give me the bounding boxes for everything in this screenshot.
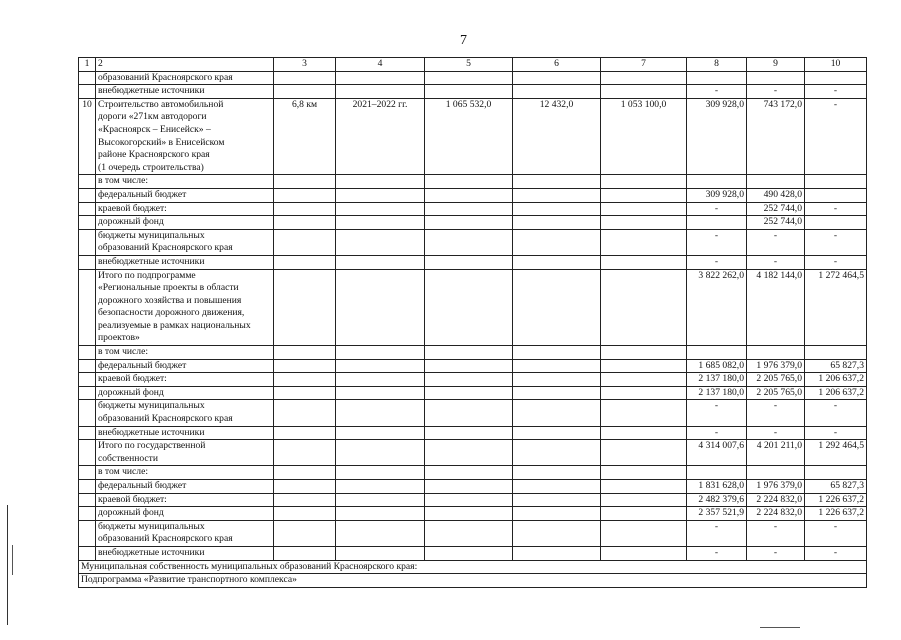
table-row [79,386,867,400]
spent-before-cell [513,400,601,426]
year-1-value-cell: - [687,426,747,440]
row-name-cell: внебюджетные источники [96,426,274,440]
year-1-value-cell: 2 357 521,9 [687,507,747,521]
table-row [79,400,867,426]
total-cost-cell [425,359,513,373]
spent-before-cell [513,493,601,507]
length-cell [274,255,336,269]
table-row [79,480,867,494]
period-cell [336,493,425,507]
year-1-value-cell [687,175,747,189]
page-number: 7 [460,33,467,48]
year-1-value-cell: 4 314 007,6 [687,440,747,466]
total-cost-cell [425,85,513,99]
row-name-cell: федеральный бюджет [96,480,274,494]
year-1-value-cell: 1 831 628,0 [687,480,747,494]
table-row [79,98,867,175]
length-cell [274,202,336,216]
spent-before-cell [513,466,601,480]
spent-before-cell [513,520,601,546]
remaining-cost-cell [601,426,687,440]
row-number-cell [79,359,96,373]
year-3-value-cell: - [805,426,867,440]
spent-before-cell: 12 432,0 [513,98,601,175]
table-row [79,426,867,440]
remaining-cost-cell [601,546,687,560]
header-cell-10: 10 [805,58,867,72]
length-cell [274,386,336,400]
year-2-value-cell: - [747,255,805,269]
remaining-cost-cell [601,386,687,400]
row-number-cell [79,269,96,346]
period-cell [336,188,425,202]
total-cost-cell [425,440,513,466]
year-3-value-cell: - [805,546,867,560]
spent-before-cell [513,71,601,85]
row-number-cell [79,520,96,546]
year-3-value-cell: 1 206 637,2 [805,386,867,400]
length-cell [274,520,336,546]
remaining-cost-cell [601,493,687,507]
length-cell [274,440,336,466]
length-cell [274,507,336,521]
year-1-value-cell [687,71,747,85]
year-3-value-cell: - [805,85,867,99]
table-row [79,507,867,521]
row-number-cell [79,386,96,400]
row-name-cell: в том числе: [96,175,274,189]
remaining-cost-cell [601,520,687,546]
year-2-value-cell: 252 744,0 [747,216,805,230]
year-1-value-cell: - [687,400,747,426]
year-1-value-cell: 2 482 379,6 [687,493,747,507]
row-number-cell [79,229,96,255]
row-number-cell [79,255,96,269]
length-cell [274,466,336,480]
table-row [79,85,867,99]
row-name-cell: в том числе: [96,346,274,360]
remaining-cost-cell [601,188,687,202]
header-cell-5: 5 [425,58,513,72]
table-row [79,466,867,480]
period-cell [336,466,425,480]
remaining-cost-cell [601,400,687,426]
row-number-cell [79,400,96,426]
year-3-value-cell: 1 272 464,5 [805,269,867,346]
period-cell: 2021–2022 гг. [336,98,425,175]
spent-before-cell [513,202,601,216]
total-cost-cell [425,480,513,494]
period-cell [336,426,425,440]
section-title-cell: Муниципальная собственность муниципальных образований Красноярского края: [79,560,867,574]
row-number-cell [79,466,96,480]
table-row [79,359,867,373]
table-row [79,216,867,230]
row-number-cell [79,493,96,507]
year-3-value-cell: 1 226 637,2 [805,493,867,507]
year-1-value-cell [687,466,747,480]
spent-before-cell [513,440,601,466]
year-2-value-cell [747,346,805,360]
remaining-cost-cell [601,255,687,269]
period-cell [336,202,425,216]
row-number-cell [79,480,96,494]
total-cost-cell [425,71,513,85]
row-name-cell: краевой бюджет: [96,373,274,387]
year-2-value-cell: 252 744,0 [747,202,805,216]
year-2-value-cell: 4 201 211,0 [747,440,805,466]
period-cell [336,229,425,255]
year-1-value-cell: 1 685 082,0 [687,359,747,373]
total-cost-cell [425,229,513,255]
total-cost-cell [425,507,513,521]
row-name-cell: дорожный фонд [96,386,274,400]
year-3-value-cell: - [805,229,867,255]
remaining-cost-cell [601,202,687,216]
year-2-value-cell [747,175,805,189]
length-cell [274,546,336,560]
period-cell [336,507,425,521]
period-cell [336,546,425,560]
total-cost-cell [425,255,513,269]
table-row [79,493,867,507]
year-3-value-cell: 65 827,3 [805,480,867,494]
table-row [79,202,867,216]
row-name-cell: краевой бюджет: [96,493,274,507]
row-name-cell: Итого по подпрограмме «Региональные проекты в области дорожного хозяйства и повышения безопасности дорожного движения, реализуемые в рамках национальных проектов» [96,269,274,346]
length-cell: 6,8 км [274,98,336,175]
year-3-value-cell: - [805,98,867,175]
row-name-cell: внебюджетные источники [96,85,274,99]
period-cell [336,373,425,387]
length-cell [274,188,336,202]
header-cell-1: 1 [79,58,96,72]
row-number-cell [79,202,96,216]
row-name-cell: бюджеты муниципальных образований Красноярского края [96,400,274,426]
total-cost-cell [425,202,513,216]
year-3-value-cell: - [805,202,867,216]
year-1-value-cell: 309 928,0 [687,98,747,175]
table-row [79,440,867,466]
year-1-value-cell: - [687,546,747,560]
header-cell-6: 6 [513,58,601,72]
table-row [79,229,867,255]
year-1-value-cell: 3 822 262,0 [687,269,747,346]
length-cell [274,400,336,426]
total-cost-cell [425,520,513,546]
spent-before-cell [513,359,601,373]
year-2-value-cell: 2 205 765,0 [747,386,805,400]
row-number-cell [79,426,96,440]
year-2-value-cell: 2 224 832,0 [747,507,805,521]
length-cell [274,175,336,189]
row-name-cell: образований Красноярского края [96,71,274,85]
row-number-cell [79,71,96,85]
spent-before-cell [513,373,601,387]
year-2-value-cell: 743 172,0 [747,98,805,175]
row-name-cell: внебюджетные источники [96,255,274,269]
period-cell [336,359,425,373]
row-name-cell: бюджеты муниципальных образований Красноярского края [96,229,274,255]
header-cell-4: 4 [336,58,425,72]
length-cell [274,229,336,255]
year-2-value-cell: 2 205 765,0 [747,373,805,387]
year-3-value-cell [805,71,867,85]
row-name-cell: федеральный бюджет [96,188,274,202]
period-cell [336,346,425,360]
year-3-value-cell: 65 827,3 [805,359,867,373]
remaining-cost-cell [601,507,687,521]
row-name-cell: бюджеты муниципальных образований Красноярского края [96,520,274,546]
length-cell [274,346,336,360]
remaining-cost-cell [601,440,687,466]
period-cell [336,255,425,269]
year-1-value-cell: - [687,229,747,255]
row-number-cell [79,546,96,560]
total-cost-cell [425,269,513,346]
header-cell-8: 8 [687,58,747,72]
year-3-value-cell: - [805,520,867,546]
year-2-value-cell [747,71,805,85]
row-name-cell: дорожный фонд [96,507,274,521]
spent-before-cell [513,175,601,189]
year-1-value-cell: - [687,85,747,99]
length-cell [274,216,336,230]
remaining-cost-cell: 1 053 100,0 [601,98,687,175]
year-1-value-cell: 2 137 180,0 [687,386,747,400]
row-number-cell [79,507,96,521]
length-cell [274,480,336,494]
year-2-value-cell: - [747,546,805,560]
budget-table [78,57,867,588]
scan-artifact-dash [760,627,800,628]
header-cell-2: 2 [96,58,274,72]
remaining-cost-cell [601,359,687,373]
header-cell-9: 9 [747,58,805,72]
year-2-value-cell: - [747,426,805,440]
year-2-value-cell: 2 224 832,0 [747,493,805,507]
year-2-value-cell [747,466,805,480]
row-number-cell [79,216,96,230]
remaining-cost-cell [601,216,687,230]
year-3-value-cell [805,216,867,230]
table-row [79,373,867,387]
length-cell [274,493,336,507]
remaining-cost-cell [601,269,687,346]
spent-before-cell [513,546,601,560]
header-cell-7: 7 [601,58,687,72]
year-1-value-cell: - [687,520,747,546]
period-cell [336,71,425,85]
year-2-value-cell: - [747,229,805,255]
section-title-cell: Подпрограмма «Развитие транспортного комплекса» [79,574,867,588]
year-3-value-cell: 1 226 637,2 [805,507,867,521]
year-1-value-cell [687,346,747,360]
year-3-value-cell: - [805,255,867,269]
remaining-cost-cell [601,480,687,494]
spent-before-cell [513,85,601,99]
row-name-cell: дорожный фонд [96,216,274,230]
year-2-value-cell: 1 976 379,0 [747,480,805,494]
section-row [79,560,867,574]
year-2-value-cell: 4 182 144,0 [747,269,805,346]
remaining-cost-cell [601,175,687,189]
total-cost-cell [425,346,513,360]
period-cell [336,85,425,99]
total-cost-cell [425,188,513,202]
period-cell [336,440,425,466]
table-row [79,269,867,346]
remaining-cost-cell [601,373,687,387]
table-row [79,546,867,560]
table-row [79,520,867,546]
table-row [79,175,867,189]
total-cost-cell [425,466,513,480]
year-2-value-cell: - [747,85,805,99]
row-number-cell [79,85,96,99]
year-2-value-cell: - [747,520,805,546]
spent-before-cell [513,507,601,521]
spent-before-cell [513,386,601,400]
scan-artifact-line [12,545,13,575]
year-2-value-cell: 490 428,0 [747,188,805,202]
year-3-value-cell: 1 292 464,5 [805,440,867,466]
row-name-cell: внебюджетные источники [96,546,274,560]
table-row [79,255,867,269]
row-number-cell [79,175,96,189]
row-name-cell: краевой бюджет: [96,202,274,216]
total-cost-cell [425,175,513,189]
row-number-cell [79,346,96,360]
spent-before-cell [513,188,601,202]
total-cost-cell [425,546,513,560]
row-number-cell: 10 [79,98,96,175]
remaining-cost-cell [601,466,687,480]
period-cell [336,480,425,494]
length-cell [274,269,336,346]
total-cost-cell: 1 065 532,0 [425,98,513,175]
section-row [79,574,867,588]
total-cost-cell [425,493,513,507]
total-cost-cell [425,373,513,387]
spent-before-cell [513,480,601,494]
row-number-cell [79,373,96,387]
total-cost-cell [425,400,513,426]
length-cell [274,85,336,99]
table-row [79,346,867,360]
period-cell [336,216,425,230]
total-cost-cell [425,426,513,440]
spent-before-cell [513,255,601,269]
spent-before-cell [513,346,601,360]
year-2-value-cell: - [747,400,805,426]
table-row [79,188,867,202]
row-name-cell: в том числе: [96,466,274,480]
row-number-cell [79,188,96,202]
row-name-cell: федеральный бюджет [96,359,274,373]
year-3-value-cell [805,466,867,480]
spent-before-cell [513,269,601,346]
header-row [79,58,867,72]
remaining-cost-cell [601,85,687,99]
row-name-cell: Строительство автомобильной дороги «271км автодороги «Красноярск – Енисейск» – Высокогорский» в Енисейском районе Красноярского края (1 очередь строительства) [96,98,274,175]
spent-before-cell [513,216,601,230]
year-1-value-cell: 309 928,0 [687,188,747,202]
year-1-value-cell: 2 137 180,0 [687,373,747,387]
year-3-value-cell [805,346,867,360]
year-2-value-cell: 1 976 379,0 [747,359,805,373]
period-cell [336,400,425,426]
year-1-value-cell [687,216,747,230]
spent-before-cell [513,229,601,255]
remaining-cost-cell [601,346,687,360]
year-3-value-cell: 1 206 637,2 [805,373,867,387]
length-cell [274,426,336,440]
scan-artifact-line [7,505,8,625]
period-cell [336,269,425,346]
remaining-cost-cell [601,229,687,255]
row-name-cell: Итого по государственной собственности [96,440,274,466]
period-cell [336,520,425,546]
year-3-value-cell [805,175,867,189]
year-3-value-cell [805,188,867,202]
length-cell [274,373,336,387]
total-cost-cell [425,216,513,230]
row-number-cell [79,440,96,466]
total-cost-cell [425,386,513,400]
year-3-value-cell: - [805,400,867,426]
year-1-value-cell: - [687,255,747,269]
period-cell [336,386,425,400]
table-row [79,71,867,85]
length-cell [274,71,336,85]
header-cell-3: 3 [274,58,336,72]
period-cell [336,175,425,189]
year-1-value-cell: - [687,202,747,216]
remaining-cost-cell [601,71,687,85]
length-cell [274,359,336,373]
spent-before-cell [513,426,601,440]
